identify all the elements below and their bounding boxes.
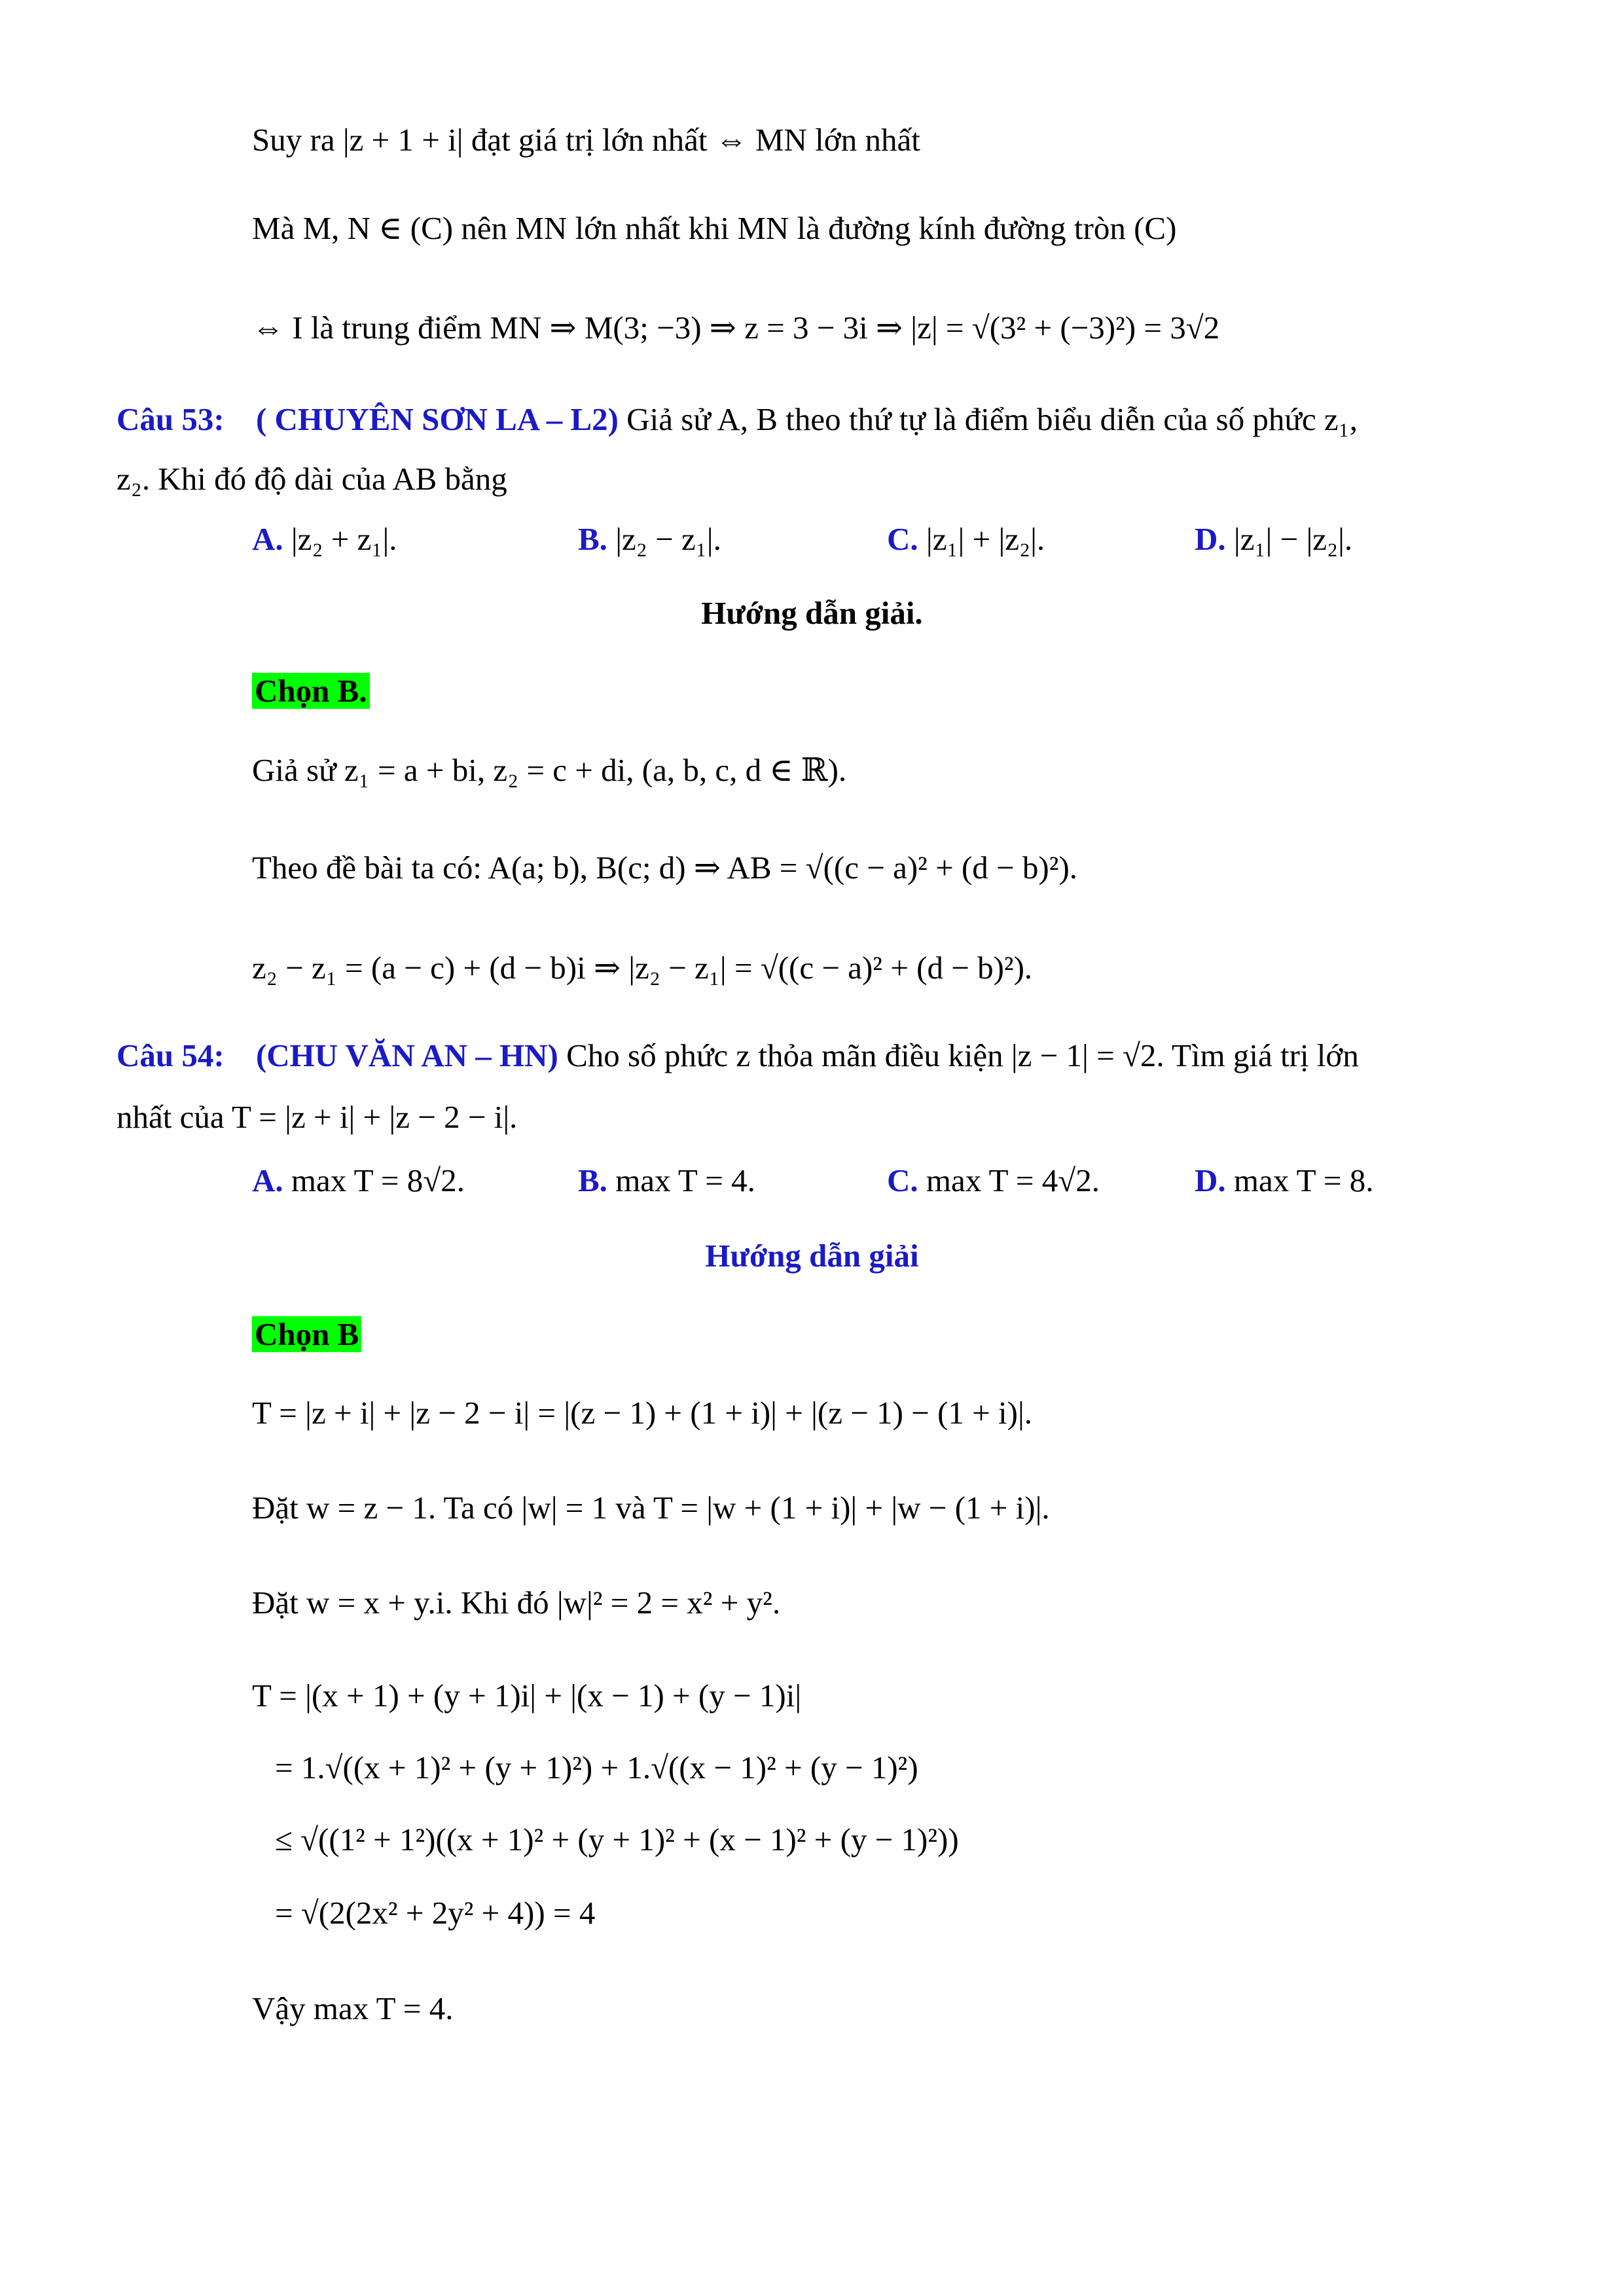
question-54-solution-5: = 1.√((x + 1)² + (y + 1)²) + 1.√((x − 1)² + (y − 1)²) bbox=[275, 1749, 918, 1785]
text-line-1: Suy ra |z + 1 + i| đạt giá trị lớn nhất ⇔ MN lớn nhất bbox=[252, 122, 920, 158]
question-53-guide-heading: Hướng dẫn giải. bbox=[701, 595, 923, 631]
question-53-label: Câu 53: bbox=[117, 401, 225, 437]
question-54-option-d: D. max T = 8. bbox=[1195, 1162, 1374, 1198]
question-54-text-1: Cho số phức z thỏa mãn điều kiện |z − 1| = √2. Tìm giá trị lớn bbox=[566, 1037, 1359, 1073]
question-54-option-c: C. max T = 4√2. bbox=[887, 1162, 1100, 1198]
question-54-option-b: B. max T = 4. bbox=[578, 1162, 755, 1198]
question-54-option-a: A. max T = 8√2. bbox=[252, 1162, 465, 1198]
question-54-source: (CHU VĂN AN – HN) bbox=[255, 1037, 558, 1073]
question-53-solution-3: z₂ − z₁ = (a − c) + (d − b)i ⇒ |z₂ − z₁| = √((c − a)² + (d − b)²). bbox=[252, 950, 1033, 986]
question-53-option-b: B. |z₂ − z₁|. bbox=[578, 521, 721, 557]
question-53-option-a: A. |z₂ + z₁|. bbox=[252, 521, 397, 557]
question-53-text-2: z₂. Khi đó độ dài của AB bằng bbox=[117, 461, 507, 497]
question-54-solution-3: Đặt w = x + y.i. Khi đó |w|² = 2 = x² + y². bbox=[252, 1585, 781, 1621]
text-line-2: Mà M, N ∈ (C) nên MN lớn nhất khi MN là đường kính đường tròn (C) bbox=[252, 210, 1177, 246]
question-54-answer: Chọn B bbox=[252, 1316, 361, 1354]
question-53-answer: Chọn B. bbox=[252, 672, 370, 711]
question-53-option-c: C. |z₁| + |z₂|. bbox=[887, 521, 1045, 557]
question-53-header bbox=[117, 401, 1358, 439]
question-54-solution-1: T = |z + i| + |z − 2 − i| = |(z − 1) + (1 + i)| + |(z − 1) − (1 + i)|. bbox=[252, 1395, 1033, 1431]
text-line-3: ⇔ I là trung điểm MN ⇒ M(3; −3) ⇒ z = 3 − 3i ⇒ |z| = √(3² + (−3)²) = 3√2 bbox=[252, 310, 1220, 346]
question-54-header bbox=[117, 1037, 1359, 1075]
question-54-label: Câu 54: bbox=[117, 1037, 225, 1073]
question-54-solution-7: = √(2(2x² + 2y² + 4)) = 4 bbox=[275, 1895, 596, 1931]
question-53-solution-1: Giả sử z₁ = a + bi, z₂ = c + di, (a, b, c, d ∈ ℝ). bbox=[252, 752, 847, 788]
question-53-option-d: D. |z₁| − |z₂|. bbox=[1195, 521, 1353, 557]
question-53-source: ( CHUYÊN SƠN LA – L2) bbox=[255, 401, 619, 437]
question-54-guide-heading: Hướng dẫn giải bbox=[705, 1238, 919, 1274]
question-54-solution-4: T = |(x + 1) + (y + 1)i| + |(x − 1) + (y − 1)i| bbox=[252, 1677, 802, 1713]
question-54-conclusion: Vậy max T = 4. bbox=[252, 1990, 454, 2026]
question-54-text-2: nhất của T = |z + i| + |z − 2 − i|. bbox=[117, 1099, 518, 1135]
question-53-text-1: Giả sử A, B theo thứ tự là điểm biểu diễn của số phức z₁, bbox=[626, 401, 1358, 437]
question-54-solution-6: ≤ √((1² + 1²)((x + 1)² + (y + 1)² + (x − 1)² + (y − 1)²)) bbox=[275, 1821, 959, 1857]
question-54-solution-2: Đặt w = z − 1. Ta có |w| = 1 và T = |w + (1 + i)| + |w − (1 + i)|. bbox=[252, 1490, 1050, 1526]
question-53-solution-2: Theo đề bài ta có: A(a; b), B(c; d) ⇒ AB = √((c − a)² + (d − b)²). bbox=[252, 850, 1078, 886]
